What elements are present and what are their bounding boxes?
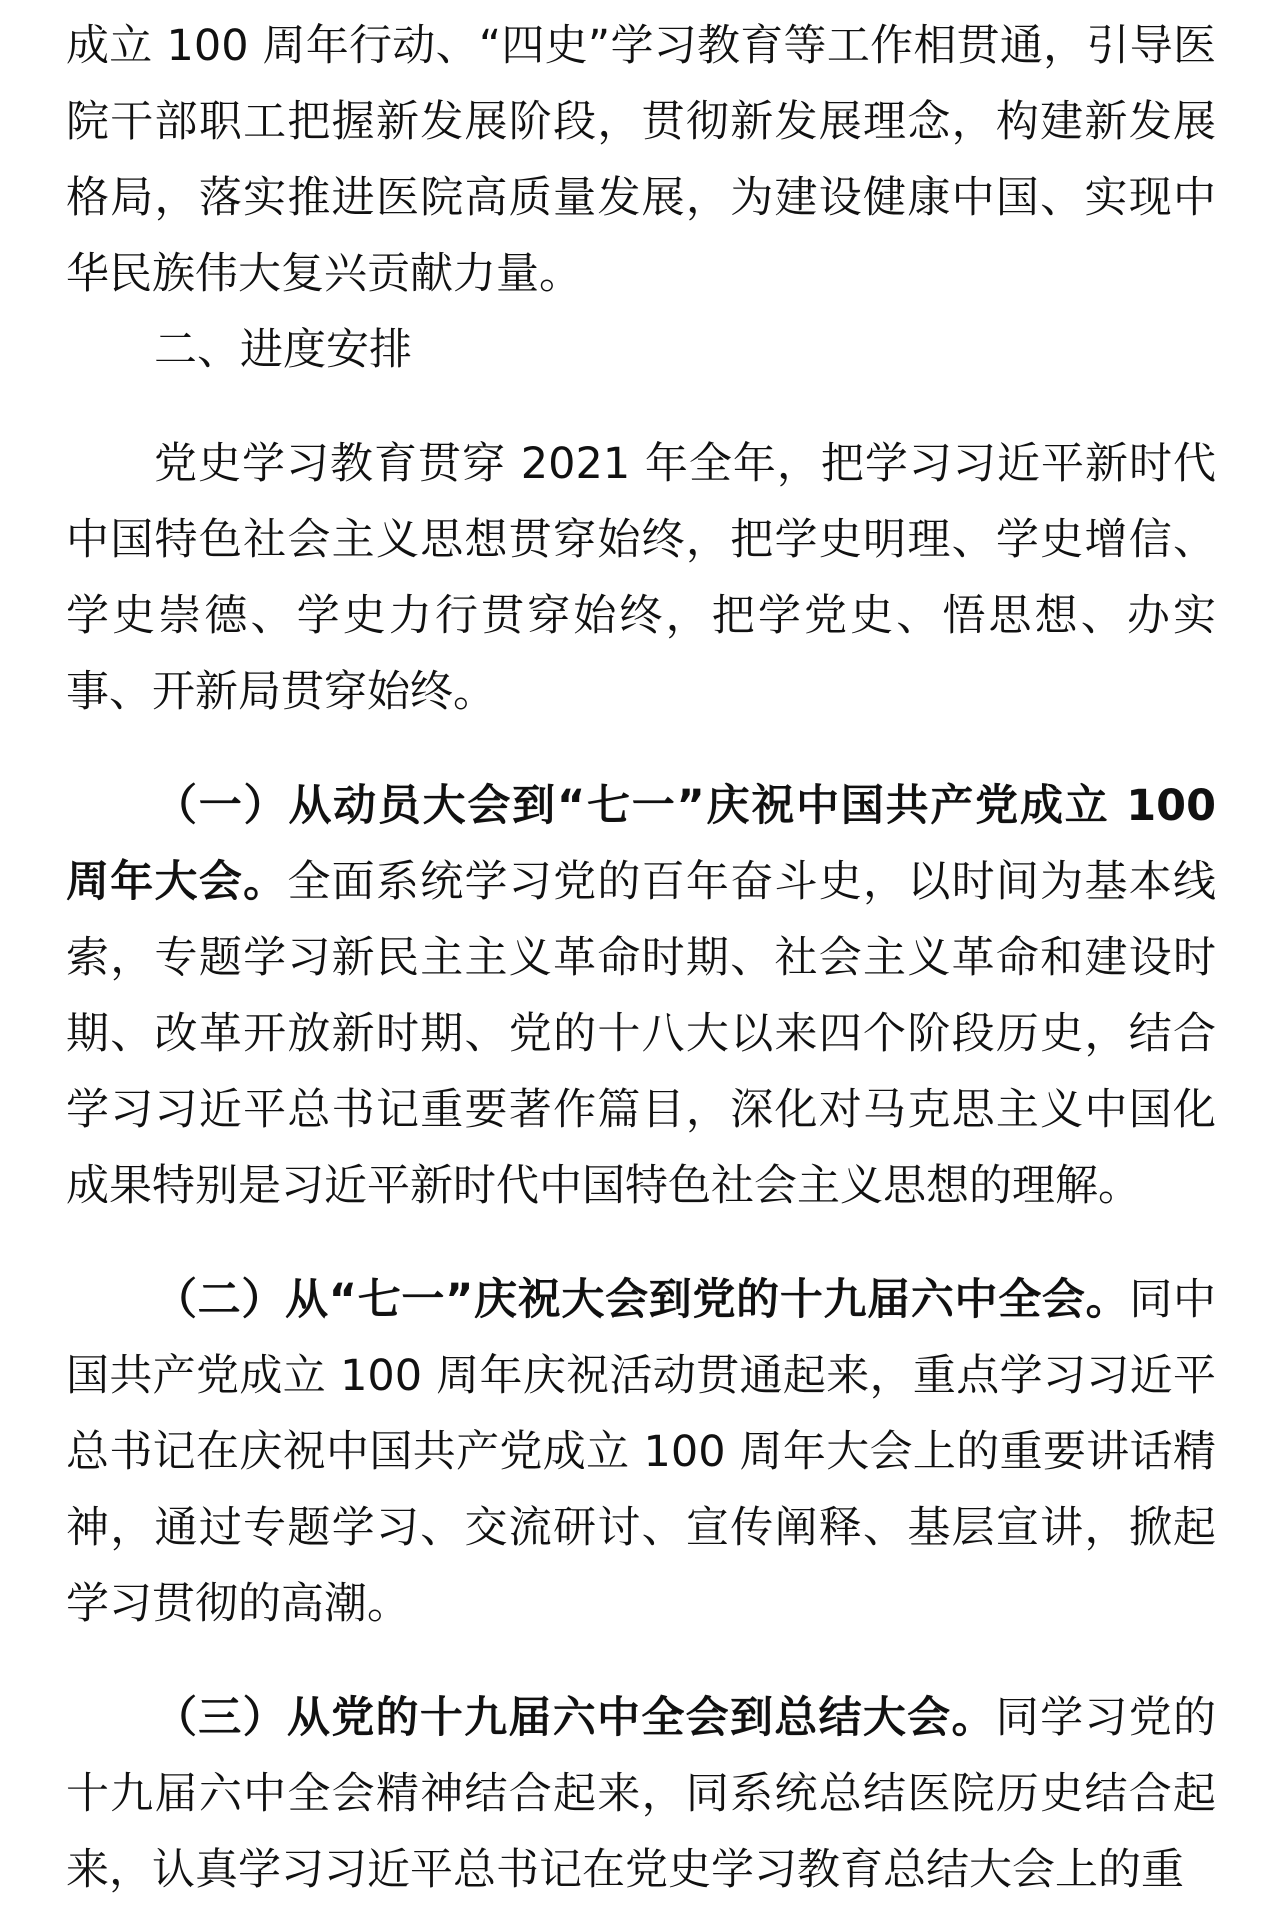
item-one-paragraph [66, 768, 1216, 1224]
intro-paragraph: 成立 100 周年行动、“四史”学习教育等工作相贯通，引导医院干部职工把握新发展阶段，贯彻新发展理念，构建新发展格局，落实推进医院高质量发展，为建设健康中国、实现中华民族伟大复兴贡献力量。 [66, 21, 1216, 299]
item-two-paragraph [66, 1262, 1216, 1642]
document-page [66, 8, 1216, 1908]
schedule-paragraph: 党史学习教育贯穿 2021 年全年，把学习习近平新时代中国特色社会主义思想贯穿始终，把学史明理、学史增信、学史崇德、学史力行贯穿始终，把学党史、悟思想、办实事、开新局贯穿始终。 [66, 439, 1216, 717]
item-two-body: 同中国共产党成立 100 周年庆祝活动贯通起来，重点学习习近平总书记在庆祝中国共产党成立 100 周年大会上的重要讲话精神，通过专题学习、交流研讨、宣传阐释、基层宣讲，掀起学习贯彻的高潮。 [66, 1275, 1216, 1629]
item-three-title: （三）从党的十九届六中全会到总结大会。 [154, 1693, 996, 1743]
item-one-body: 全面系统学习党的百年奋斗史，以时间为基本线索，专题学习新民主主义革命时期、社会主义革命和建设时期、改革开放新时期、党的十八大以来四个阶段历史，结合学习习近平总书记重要著作篇目，深化对马克思主义中国化成果特别是习近平新时代中国特色社会主义思想的理解。 [66, 857, 1217, 1211]
item-one-title: （一）从动员大会到“七一”庆祝中国共产党成立 100 周年大会。 [66, 781, 1216, 907]
item-three-body: 同学习党的十九届六中全会精神结合起来，同系统总结医院历史结合起来，认真学习习近平总书记在党史学习教育总结大会上的重 [66, 1693, 1217, 1895]
section-heading-schedule: 二、进度安排 [154, 325, 412, 375]
item-three-paragraph [66, 1680, 1216, 1908]
item-two-title: （二）从“七一”庆祝大会到党的十九届六中全会。 [154, 1275, 1130, 1325]
